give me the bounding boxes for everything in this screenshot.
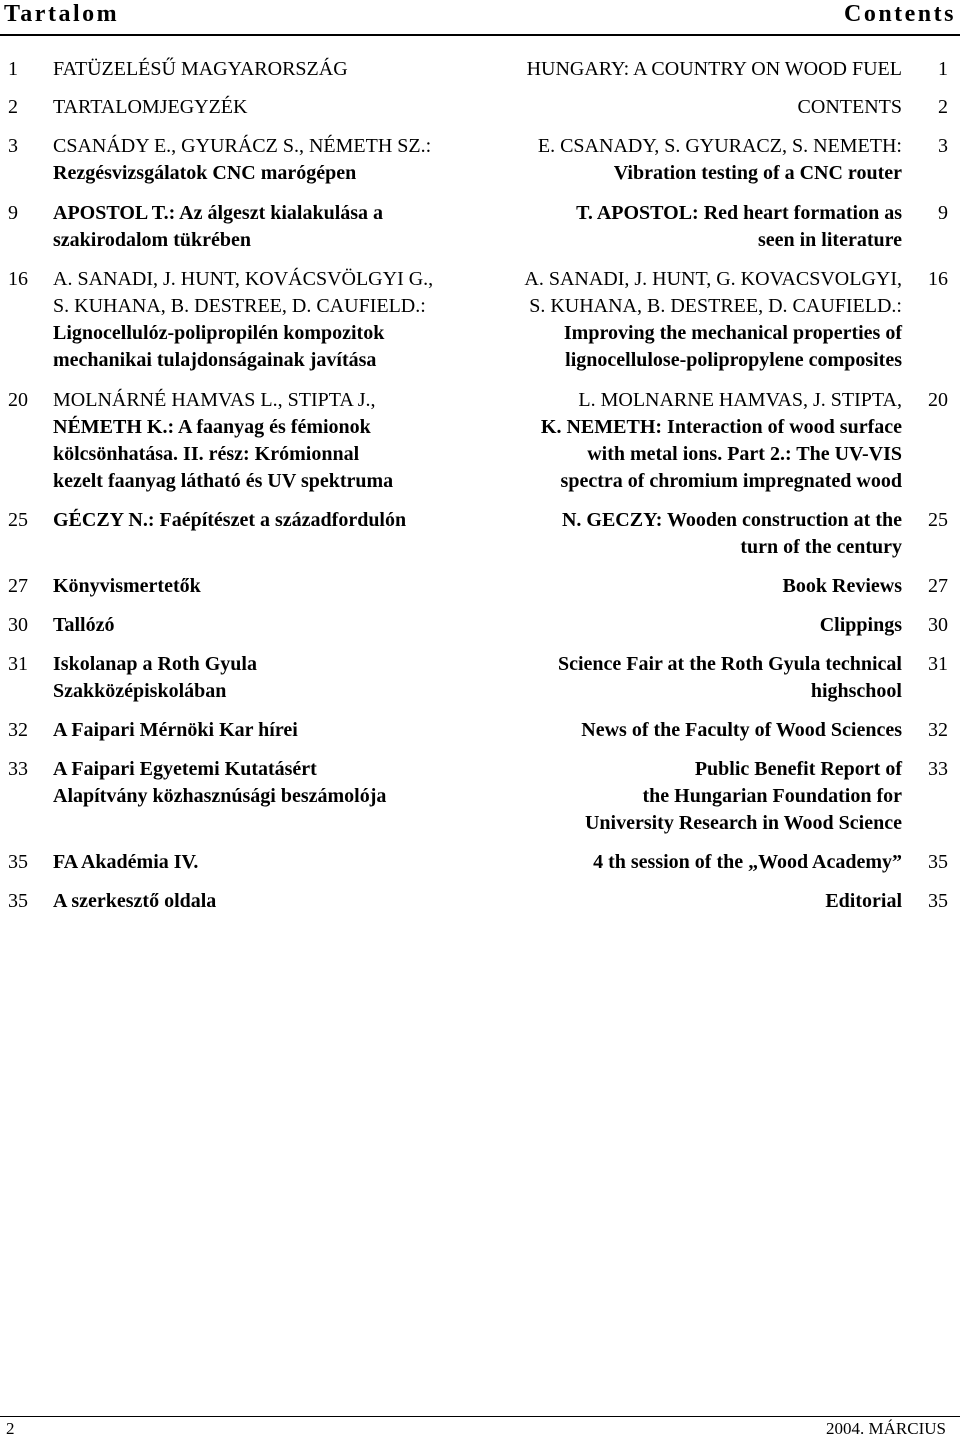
en-line: Clippings <box>819 614 902 636</box>
entry-hungarian <box>53 56 493 83</box>
entry-hungarian <box>53 507 493 534</box>
hu-line: Rezgésvizsgálatok CNC marógépen <box>53 162 357 184</box>
hu-line: Lignocellulóz-polipropilén kompozitok <box>53 322 385 344</box>
entry-english <box>432 266 902 374</box>
entry-hungarian <box>53 133 493 187</box>
hu-line: Könyvismertetők <box>53 575 201 597</box>
entry-english <box>432 888 902 915</box>
en-line: Vibration testing of a CNC router <box>613 162 902 184</box>
page-footer <box>0 1416 960 1438</box>
entry-page-number: 31 <box>8 653 28 675</box>
entry-english <box>432 56 902 83</box>
hu-line: Iskolanap a Roth Gyula <box>53 653 257 675</box>
contents-header <box>0 0 960 36</box>
entry-english <box>432 651 902 705</box>
hu-line: Alapítvány közhasznúsági beszámolója <box>53 785 387 807</box>
entry-english <box>432 717 902 744</box>
entry-page-number: 2 <box>8 96 18 118</box>
header-title-hungarian: Tartalom <box>4 1 120 27</box>
en-line: University Research in Wood Science <box>584 812 902 834</box>
entry-hungarian <box>53 387 493 495</box>
entry-hungarian <box>53 94 493 121</box>
hu-line: TARTALOMJEGYZÉK <box>53 96 248 118</box>
entry-english <box>432 612 902 639</box>
entry-english <box>432 756 902 837</box>
entry-page-number-english: 33 <box>928 758 948 780</box>
entry-english <box>432 507 902 561</box>
footer-issue-date: 2004. MÁRCIUS <box>826 1419 946 1438</box>
entry-english <box>432 849 902 876</box>
hu-line: kölcsönhatása. II. rész: Krómionnal <box>53 443 360 465</box>
entry-page-number: 1 <box>8 58 18 80</box>
en-line: Public Benefit Report of <box>694 758 902 780</box>
entry-page-number: 32 <box>8 719 28 741</box>
header-title-english: Contents <box>843 1 956 27</box>
hu-line: FA Akadémia IV. <box>53 851 199 873</box>
hu-line: A Faipari Egyetemi Kutatásért <box>53 758 317 780</box>
entry-page-number-english: 30 <box>928 614 948 636</box>
hu-line: S. KUHANA, B. DESTREE, D. CAUFIELD.: <box>53 295 426 317</box>
en-line: News of the Faculty of Wood Sciences <box>581 719 902 741</box>
entry-page-number: 25 <box>8 509 28 531</box>
entry-english <box>432 200 902 254</box>
en-line: K. NEMETH: Interaction of wood surface <box>540 416 902 438</box>
en-line: Improving the mechanical properties of <box>563 322 902 344</box>
en-line: L. MOLNARNE HAMVAS, J. STIPTA, <box>578 389 902 411</box>
hu-line: Tallózó <box>53 614 115 636</box>
en-line: N. GECZY: Wooden construction at the <box>561 509 902 531</box>
en-line: E. CSANADY, S. GYURACZ, S. NEMETH: <box>537 135 902 157</box>
entry-english <box>432 94 902 121</box>
en-line: HUNGARY: A COUNTRY ON WOOD FUEL <box>526 58 902 80</box>
en-line: Science Fair at the Roth Gyula technical <box>557 653 902 675</box>
entry-page-number-english: 3 <box>938 135 948 157</box>
hu-line: mechanikai tulajdonságainak javítása <box>53 349 377 371</box>
entry-page-number: 9 <box>8 202 18 224</box>
entry-hungarian <box>53 612 493 639</box>
en-line: turn of the century <box>740 536 902 558</box>
entry-english <box>432 573 902 600</box>
hu-line: MOLNÁRNÉ HAMVAS L., STIPTA J., <box>53 389 376 411</box>
entry-page-number-english: 20 <box>928 389 948 411</box>
entry-page-number: 35 <box>8 851 28 873</box>
hu-line: A szerkesztő oldala <box>53 890 217 912</box>
hu-line: A Faipari Mérnöki Kar hírei <box>53 719 298 741</box>
entry-page-number: 3 <box>8 135 18 157</box>
hu-line: szakirodalom tükrében <box>53 229 251 251</box>
entry-page-number-english: 27 <box>928 575 948 597</box>
entry-hungarian <box>53 651 493 705</box>
entry-page-number-english: 31 <box>928 653 948 675</box>
entry-hungarian <box>53 849 493 876</box>
entry-page-number: 16 <box>8 268 28 290</box>
entry-hungarian <box>53 200 493 254</box>
entry-hungarian <box>53 717 493 744</box>
entry-page-number: 33 <box>8 758 28 780</box>
entry-page-number: 35 <box>8 890 28 912</box>
en-line: with metal ions. Part 2.: The UV-VIS <box>587 443 902 465</box>
entry-hungarian <box>53 266 493 374</box>
entry-english <box>432 387 902 495</box>
en-line: spectra of chromium impregnated wood <box>560 470 902 492</box>
entry-page-number-english: 1 <box>938 58 948 80</box>
entry-english <box>432 133 902 187</box>
hu-line: NÉMETH K.: A faanyag és fémionok <box>53 416 371 438</box>
entry-page-number: 30 <box>8 614 28 636</box>
entry-page-number: 27 <box>8 575 28 597</box>
entry-page-number-english: 2 <box>938 96 948 118</box>
en-line: T. APOSTOL: Red heart formation as <box>576 202 902 224</box>
hu-line: GÉCZY N.: Faépítészet a századfordulón <box>53 509 407 531</box>
entry-hungarian <box>53 756 493 810</box>
hu-line: Szakközépiskolában <box>53 680 227 702</box>
entry-page-number: 20 <box>8 389 28 411</box>
en-line: lignocellulose-polipropylene composites <box>565 349 902 371</box>
en-line: 4 th session of the „Wood Academy” <box>593 851 902 873</box>
hu-line: CSANÁDY E., GYURÁCZ S., NÉMETH SZ.: <box>53 135 432 157</box>
entry-hungarian <box>53 888 493 915</box>
en-line: Book Reviews <box>782 575 902 597</box>
hu-line: APOSTOL T.: Az álgeszt kialakulása a <box>53 202 384 224</box>
footer-page-number: 2 <box>6 1419 15 1438</box>
en-line: CONTENTS <box>797 96 902 118</box>
entry-page-number-english: 16 <box>928 268 948 290</box>
en-line: Editorial <box>825 890 902 912</box>
entry-page-number-english: 25 <box>928 509 948 531</box>
hu-line: A. SANADI, J. HUNT, KOVÁCSVÖLGYI G., <box>53 268 434 290</box>
en-line: A. SANADI, J. HUNT, G. KOVACSVOLGYI, <box>524 268 902 290</box>
entry-hungarian <box>53 573 493 600</box>
entry-page-number-english: 9 <box>938 202 948 224</box>
entry-page-number-english: 35 <box>928 890 948 912</box>
hu-line: kezelt faanyag látható és UV spektruma <box>53 470 394 492</box>
entry-page-number-english: 35 <box>928 851 948 873</box>
en-line: S. KUHANA, B. DESTREE, D. CAUFIELD.: <box>529 295 902 317</box>
en-line: the Hungarian Foundation for <box>642 785 902 807</box>
hu-line: FATÜZELÉSŰ MAGYARORSZÁG <box>53 58 348 80</box>
en-line: seen in literature <box>757 229 902 251</box>
entry-page-number-english: 32 <box>928 719 948 741</box>
en-line: highschool <box>810 680 902 702</box>
